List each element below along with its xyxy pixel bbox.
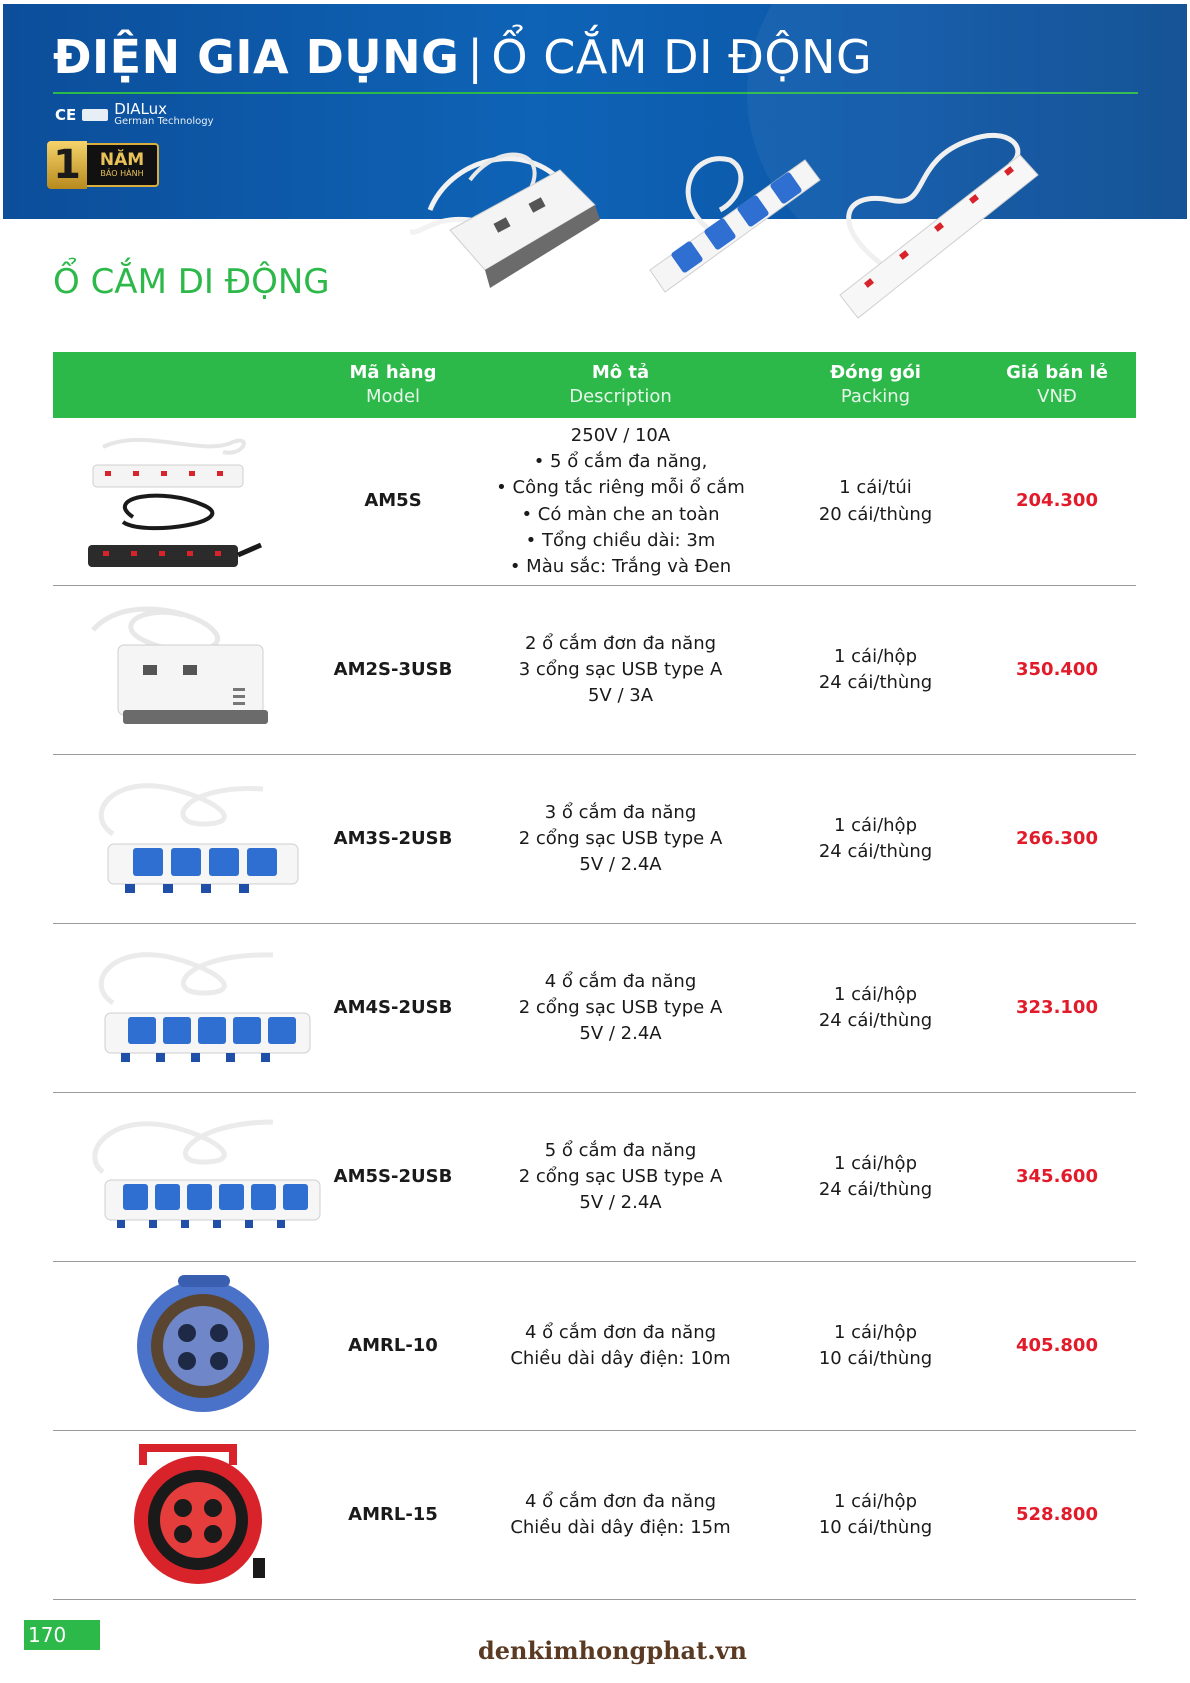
product-packing <box>773 813 978 865</box>
header-price <box>978 352 1136 418</box>
power-strip-icon <box>83 1112 323 1242</box>
description-line: 4 ổ cắm đơn đa năng <box>524 1321 717 1343</box>
packing-line: 10 cái/thùng <box>818 1348 933 1369</box>
certification-icon <box>82 109 108 121</box>
description-line: 2 cổng sạc USB type A <box>518 827 723 849</box>
product-model: AMRL-10 <box>348 1334 438 1356</box>
packing-line: 24 cái/thùng <box>818 1179 933 1200</box>
description-line: 2 cổng sạc USB type A <box>518 996 723 1018</box>
product-packing <box>773 1489 978 1541</box>
description-line: 2 cổng sạc USB type A <box>518 1165 723 1187</box>
cable-reel-icon <box>83 1271 313 1421</box>
product-packing <box>773 475 978 527</box>
banner-title-subcategory: Ổ CẮM DI ĐỘNG <box>491 30 873 84</box>
description-line: Chiều dài dây điện: 15m <box>510 1517 731 1538</box>
product-description <box>468 1489 773 1541</box>
warranty-badge <box>47 141 159 189</box>
table-row <box>53 586 1136 755</box>
website-watermark: denkimhongphat.vn <box>478 1636 747 1665</box>
power-strip-icon <box>83 427 273 577</box>
banner-divider <box>53 92 1138 94</box>
hero-product-white-strip <box>840 135 1038 318</box>
warranty-sub: BẢO HÀNH <box>100 168 144 178</box>
brand-name: DIALux <box>114 100 167 118</box>
warranty-word: NĂM <box>99 150 145 171</box>
product-description <box>468 969 773 1047</box>
product-model: AM5S <box>364 490 422 512</box>
description-line: 5V / 3A <box>587 685 654 707</box>
product-image-am4s-2usb <box>53 943 318 1073</box>
ce-mark-icon: CE <box>55 105 77 124</box>
product-price: 350.400 <box>1016 658 1098 680</box>
power-strip-icon <box>83 774 303 904</box>
description-line: • Màu sắc: Trắng và Đen <box>509 555 732 577</box>
description-line: Chiều dài dây điện: 10m <box>510 1348 731 1369</box>
product-model: AM5S-2USB <box>333 1165 453 1187</box>
product-price: 528.800 <box>1016 1503 1098 1525</box>
description-line: • Tổng chiều dài: 3m <box>525 529 716 551</box>
packing-line: 24 cái/thùng <box>818 841 933 862</box>
certification-badges <box>55 102 214 127</box>
header-price-en: VNĐ <box>1037 386 1077 407</box>
table-row <box>53 755 1136 924</box>
description-line: • Có màn che an toàn <box>521 503 720 525</box>
header-model-en: Model <box>365 386 421 407</box>
power-strip-icon <box>83 943 313 1073</box>
header-packing-en: Packing <box>840 386 911 407</box>
product-description <box>468 631 773 709</box>
description-line: 250V / 10A <box>570 425 671 447</box>
description-line: • 5 ổ cắm đa năng, <box>533 451 708 473</box>
product-image-am3s-2usb <box>53 774 318 904</box>
header-price-vi: Giá bán lẻ <box>1006 361 1108 383</box>
header-image-column <box>53 352 318 418</box>
header-model-vi: Mã hàng <box>349 361 437 383</box>
product-image-amrl-15 <box>53 1440 318 1590</box>
packing-line: 1 cái/túi <box>839 477 912 499</box>
packing-line: 1 cái/hộp <box>833 645 917 667</box>
product-price: 204.300 <box>1016 490 1098 512</box>
table-row <box>53 1262 1136 1431</box>
description-line: 4 ổ cắm đa năng <box>544 970 697 992</box>
product-description <box>468 1320 773 1372</box>
product-image-amrl-10 <box>53 1271 318 1421</box>
warranty-label <box>87 143 159 187</box>
packing-line: 1 cái/hộp <box>833 1321 917 1343</box>
hero-product-am2s-3usb <box>410 155 600 288</box>
description-line: 2 ổ cắm đơn đa năng <box>524 632 717 654</box>
dialux-logo <box>114 102 213 127</box>
warranty-years: 1 <box>47 141 87 189</box>
page-number: 170 <box>24 1620 100 1650</box>
brand-tagline: German Technology <box>114 116 214 127</box>
header-description-en: Description <box>569 386 672 407</box>
table-header <box>53 352 1136 418</box>
header-description-vi: Mô tả <box>591 361 650 383</box>
description-line: 3 ổ cắm đa năng <box>544 801 697 823</box>
product-model: AM2S-3USB <box>333 658 453 680</box>
product-image-am5s <box>53 427 318 577</box>
banner-title-separator: | <box>467 30 484 84</box>
product-description <box>468 423 773 580</box>
packing-line: 10 cái/thùng <box>818 1517 933 1538</box>
product-price: 323.100 <box>1016 996 1098 1018</box>
product-table <box>53 352 1136 1600</box>
banner-title-category: ĐIỆN GIA DỤNG <box>53 30 460 84</box>
description-line: 5V / 2.4A <box>579 1023 662 1045</box>
hero-product-blue-strip <box>650 159 820 292</box>
description-line: 5 ổ cắm đa năng <box>544 1139 697 1161</box>
description-line: 5V / 2.4A <box>579 1192 662 1214</box>
header-packing-vi: Đóng gói <box>830 361 921 383</box>
hero-products-image <box>410 120 1110 340</box>
packing-line: 20 cái/thùng <box>818 503 933 525</box>
packing-line: 24 cái/thùng <box>818 1010 933 1031</box>
product-packing <box>773 1320 978 1372</box>
product-image-am5s-2usb <box>53 1112 318 1242</box>
product-description <box>468 800 773 878</box>
header-description <box>468 352 773 418</box>
table-row <box>53 1431 1136 1600</box>
product-packing <box>773 1151 978 1203</box>
packing-line: 1 cái/hộp <box>833 1152 917 1174</box>
product-image-am2s-3usb <box>53 600 318 740</box>
product-model: AM4S-2USB <box>333 996 453 1018</box>
product-model: AM3S-2USB <box>333 827 453 849</box>
description-line: • Công tắc riêng mỗi ổ cắm <box>496 477 745 499</box>
description-line: 3 cổng sạc USB type A <box>518 658 723 680</box>
product-price: 345.600 <box>1016 1165 1098 1187</box>
product-price: 266.300 <box>1016 827 1098 849</box>
packing-line: 24 cái/thùng <box>818 672 933 693</box>
power-strip-icon <box>83 600 273 740</box>
product-description <box>468 1138 773 1216</box>
table-row <box>53 1093 1136 1262</box>
section-title: Ổ CẮM DI ĐỘNG <box>53 262 330 302</box>
banner-title <box>53 30 872 84</box>
product-model: AMRL-15 <box>348 1503 438 1525</box>
packing-line: 1 cái/hộp <box>833 1490 917 1512</box>
header-model <box>318 352 468 418</box>
table-row <box>53 418 1136 586</box>
packing-line: 1 cái/hộp <box>833 983 917 1005</box>
header-packing <box>773 352 978 418</box>
product-price: 405.800 <box>1016 1334 1098 1356</box>
table-row <box>53 924 1136 1093</box>
description-line: 5V / 2.4A <box>579 854 662 876</box>
description-line: 4 ổ cắm đơn đa năng <box>524 1490 717 1512</box>
product-packing <box>773 982 978 1034</box>
packing-line: 1 cái/hộp <box>833 814 917 836</box>
product-packing <box>773 644 978 696</box>
cable-reel-icon <box>83 1440 313 1590</box>
